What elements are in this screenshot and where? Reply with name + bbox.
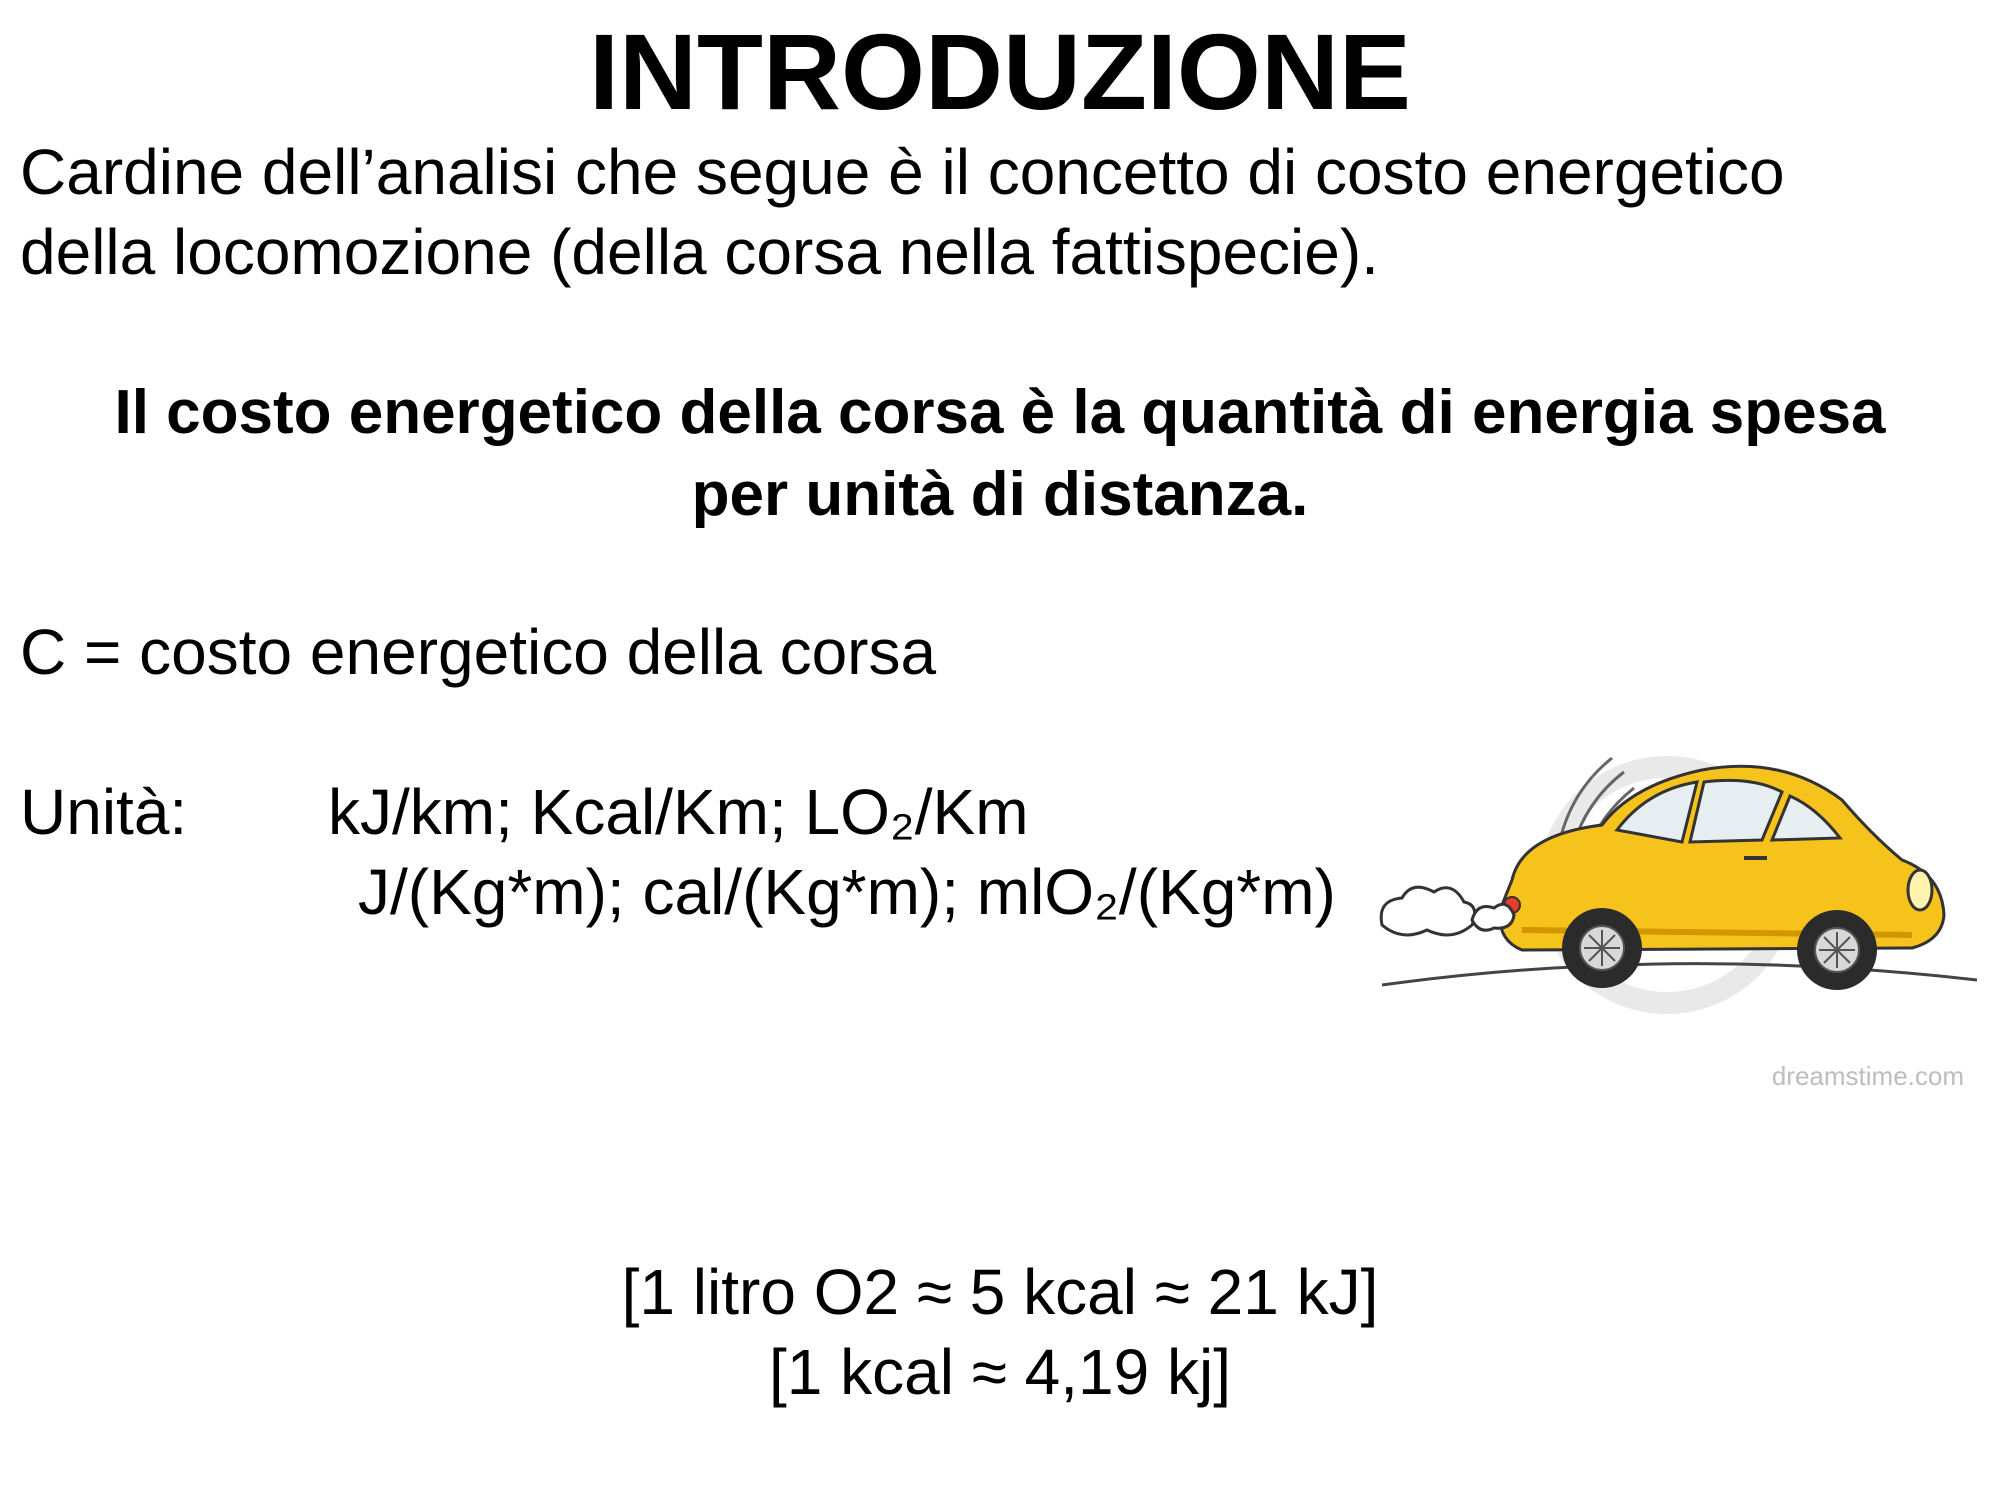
front-wheel [1797,910,1877,990]
units-label: Unità: [20,776,188,848]
intro-line-1: Cardine dell’analisi che segue è il concetto di costo energetico [20,136,1785,208]
conversion-kcal: [1 kcal ≈ 4,19 kj] [769,1336,1231,1408]
ground-line [1382,964,1977,985]
car-illustration [1372,730,1982,1100]
rear-wheel [1562,908,1642,988]
definition-line-2: per unità di distanza. [691,460,1309,529]
units-line-1: kJ/km; Kcal/Km; LO₂/Km [328,776,1029,848]
conversion-oxygen: [1 litro O2 ≈ 5 kcal ≈ 21 kJ] [621,1256,1379,1328]
c-definition: C = costo energetico della corsa [20,616,937,688]
definition-line-1: Il costo energetico della corsa è la quantità di energia spesa [114,378,1886,447]
units-line-2: J/(Kg*m); cal/(Kg*m); mlO₂/(Kg*m) [358,856,1336,928]
exhaust-smoke-icon [1381,887,1514,935]
intro-line-2: della locomozione (della corsa nella fattispecie). [20,216,1379,288]
car-body [1500,766,1944,950]
slide-title: INTRODUZIONE [589,11,1411,132]
watermark-text: dreamstime.com [1771,1061,1964,1091]
definition-statement [20,372,1980,536]
